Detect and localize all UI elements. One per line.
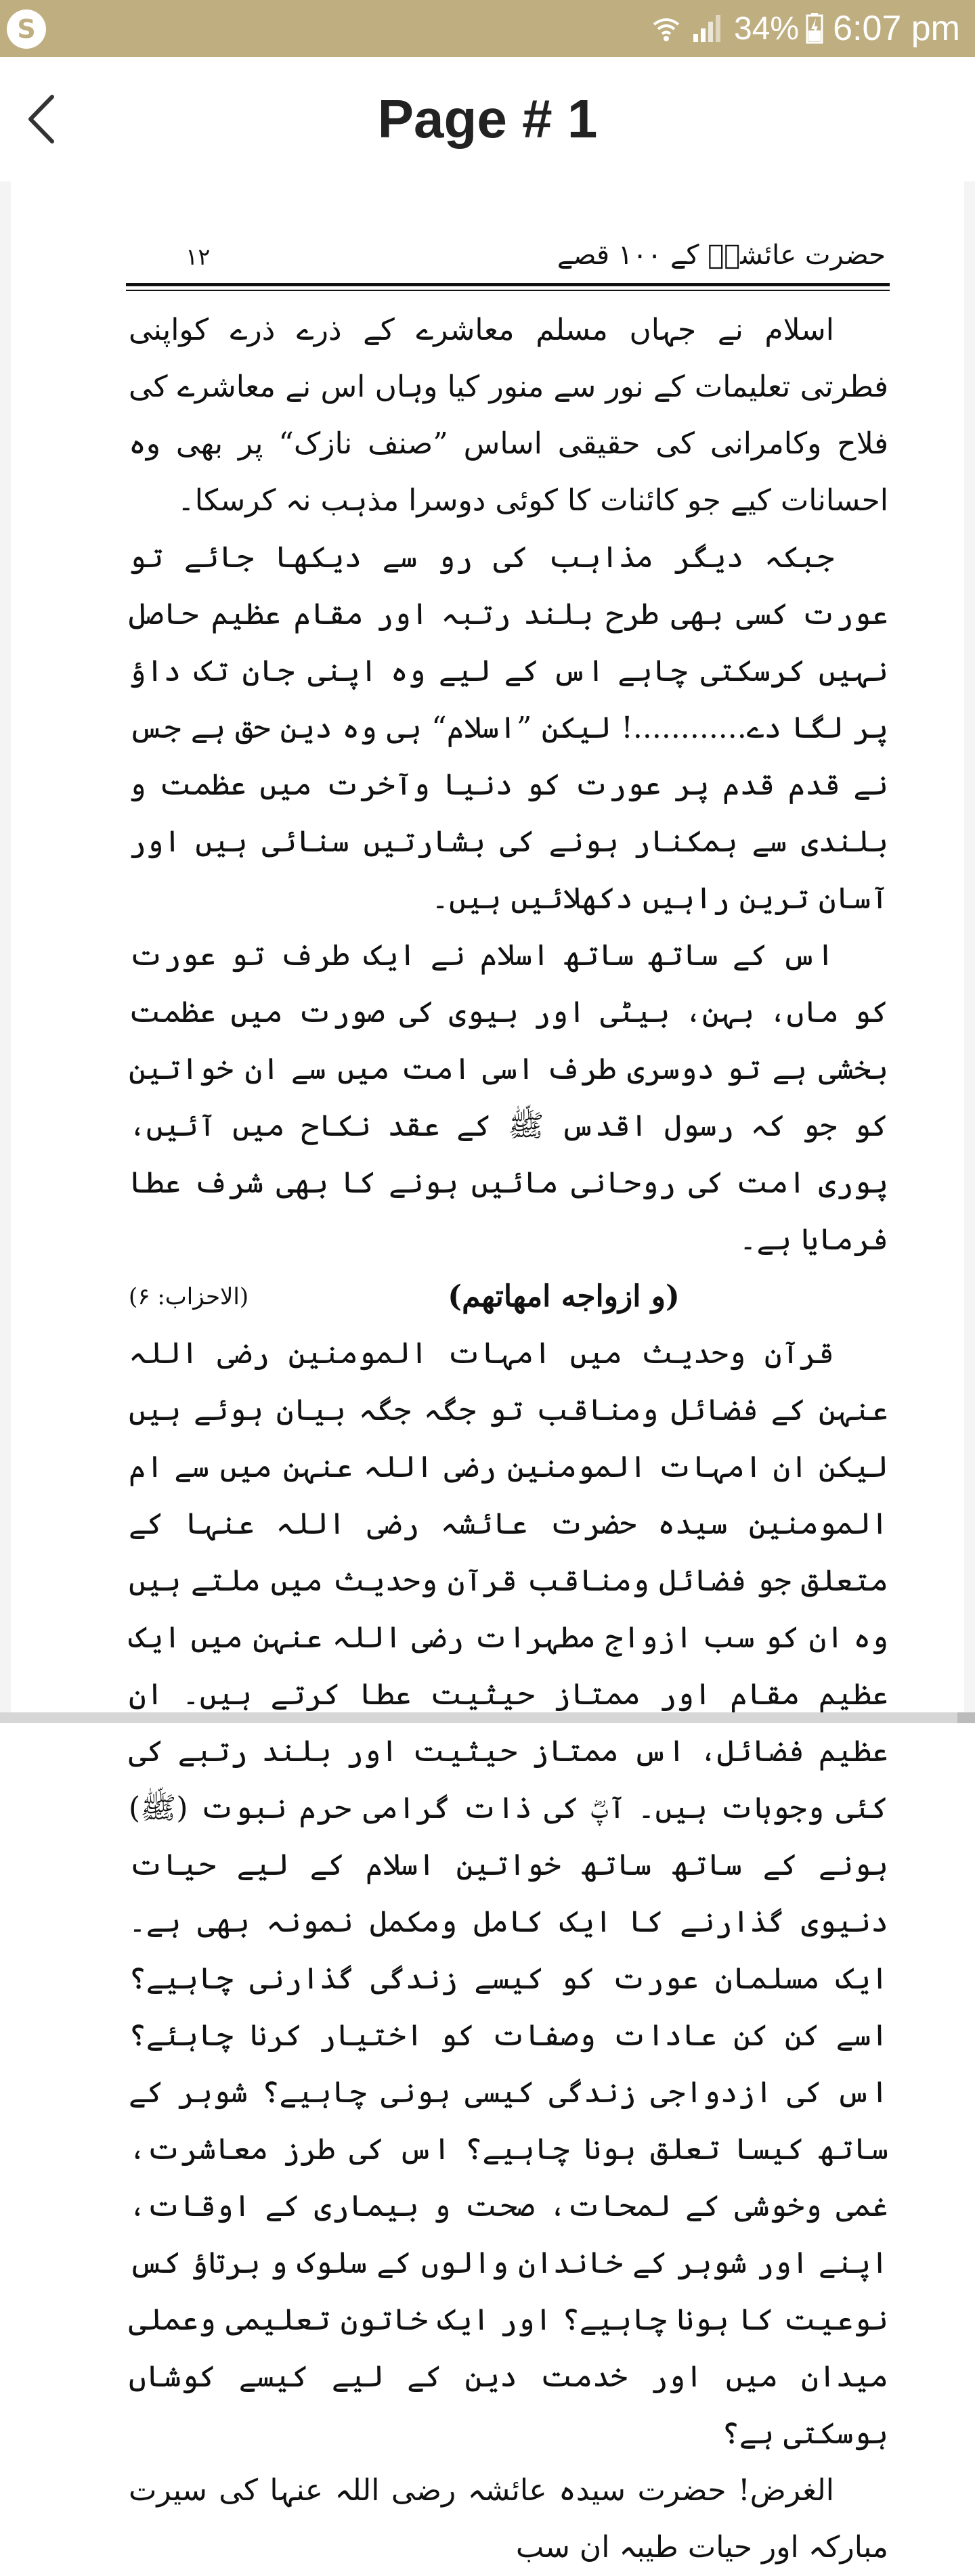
quran-citation bbox=[129, 1268, 888, 1325]
quran-ayah: (و ازواجه امهاتهم) bbox=[448, 1279, 680, 1314]
horizontal-scrollbar[interactable] bbox=[0, 1712, 975, 1723]
battery-percent: 34% bbox=[734, 10, 800, 47]
header-rule-thin bbox=[126, 290, 890, 291]
page-title: Page # 1 bbox=[377, 89, 598, 149]
chevron-left-icon bbox=[25, 94, 59, 144]
paragraph: قرآن وحدیث میں امہات المومنین رضی اللہ عنہن کے فضائل ومناقب تو جگہ جگہ بیان ہوئے ہیں لیکن ان امہات المومنین رضی اللہ عنہن میں سے ام المومنین سیدہ حضرت عائشہ رضی اللہ عنہا کے متعلق جو فضائل ومناقب قرآن وحدیث میں ملتے ہیں وہ ان کو سب ازواج مطہرات رضی اللہ عنہن میں ایک عظیم مقام اور ممتاز حیثیت عطا کرتے ہیں۔ ان عظیم فضائل، اس ممتاز حیثیت اور بلند رتبے کی کئی وجوہات ہیں۔ آپؓ کی ذات گرامی حرم نبوت (ﷺ) ہونے کے ساتھ ساتھ خواتین اسلام کے لیے حیات دنیوی گذارنے کا ایک کامل ومکمل نمونہ بھی ہے۔ ایک مسلمان عورت کو کیسے زندگی گذارنی چاہیے؟ اسے کن کن عادات وصفات کو اختیار کرنا چاہئے؟ اس کی ازدواجی زندگی کیسی ہونی چاہیے؟ شوہر کے ساتھ کیسا تعلق ہونا چاہیے؟ اس کی طرز معاشرت، غمی وخوشی کے لمحات، صحت و بیماری کے اوقات، اپنے اور شوہر کے خاندان والوں کے سلوک و برتاؤ کس نوعیت کا ہونا چاہیے؟ اور ایک خاتون تعلیمی وعملی میدان میں اور خدمت دین کے لیے کیسے کوشاں ہوسکتی ہے؟ bbox=[129, 1336, 888, 2451]
paragraph: جبکہ دیگر مذاہب کی رو سے دیکھا جائے تو عورت کسی بھی طرح بلند رتبہ اور مقام عظیم حاصل نہیں کرسکتی چاہے اس کے لیے وہ اپنی جان تک داؤ پر لگا دے............! لیکن ”اسلام“ ہی وہ دین حق ہے جس نے قدم قدم پر عورت کو دنیا وآخرت میں عظمت و بلندی سے ہمکنار ہونے کی بشارتیں سنائی ہیں اور آسان ترین راہیں دکھلائیں ہیں۔ bbox=[129, 540, 888, 916]
status-indicators bbox=[651, 0, 960, 57]
book-page-number: ۱۲ bbox=[186, 244, 211, 271]
status-time: 6:07 pm bbox=[833, 9, 960, 48]
header-rule bbox=[126, 283, 890, 286]
book-page-header bbox=[126, 236, 890, 283]
page-body-text bbox=[129, 302, 888, 2576]
status-bar bbox=[0, 0, 975, 57]
signal-icon bbox=[692, 14, 722, 43]
quran-reference: (الاحزاب: ۶) bbox=[129, 1283, 249, 1310]
page-sheet bbox=[11, 181, 964, 2564]
paragraph: الغرض! حضرت سیدہ عائشہ رضی اللہ عنہا کی سیرت مبارکہ اور حیات طیبہ ان سب bbox=[129, 2473, 888, 2564]
back-button[interactable] bbox=[9, 87, 74, 152]
paragraph: اسلام نے جہاں مسلم معاشرے کے ذرے ذرے کواپنی فطرتی تعلیمات کے نور سے منور کیا وہاں اس نے معاشرے کی فلاح وکامرانی کی حقیقی اساس ”صنف نازک“ پر بھی وہ احسانات کیے جو کائنات کا کوئی دوسرا مذہب نہ کرسکا۔ bbox=[129, 313, 888, 518]
app-header bbox=[0, 57, 975, 181]
book-title: حضرت عائشہؓ کے ۱۰۰ قصے bbox=[557, 240, 886, 271]
wifi-icon bbox=[651, 14, 681, 43]
page-viewer[interactable] bbox=[0, 181, 975, 2564]
battery-charging-icon bbox=[806, 13, 823, 44]
scrollbar-thumb[interactable] bbox=[957, 1712, 975, 1723]
skype-icon: S bbox=[7, 9, 46, 49]
paragraph: اس کے ساتھ ساتھ اسلام نے ایک طرف تو عورت کو ماں، بہن، بیٹی اور بیوی کی صورت میں عظمت بخشی ہے تو دوسری طرف اسی امت میں سے ان خواتین کو جو کہ رسول اقدس ﷺ کے عقد نکاح میں آئیں، پوری امت کی روحانی مائیں ہونے کا بھی شرف عطا فرمایا ہے۔ bbox=[129, 938, 888, 1257]
